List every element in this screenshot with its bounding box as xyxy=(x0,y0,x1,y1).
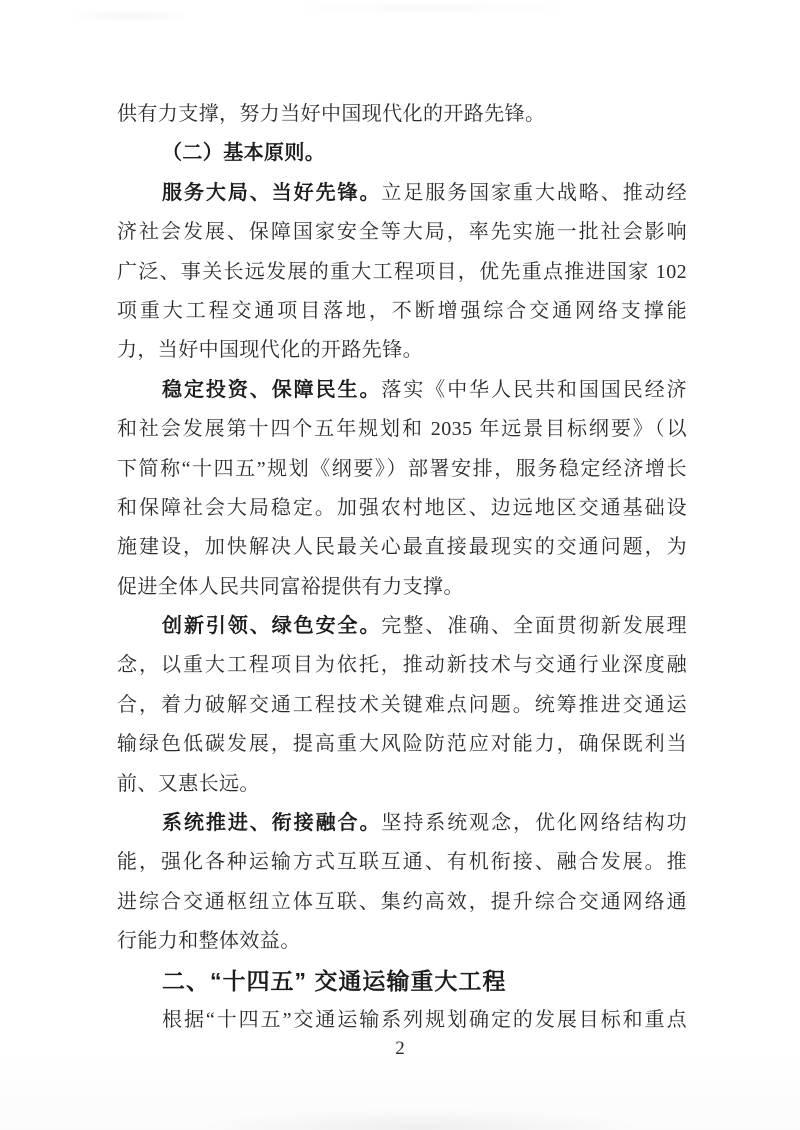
text-line xyxy=(117,174,687,213)
text-run: 根据“十四五”交通运输系列规划确定的发展目标和重点 xyxy=(162,1008,687,1031)
text-line xyxy=(117,450,687,489)
text-run: 行能力和整体效益。 xyxy=(117,930,301,953)
text-run: 完整、准确、全面贯彻新发展理 xyxy=(381,615,687,638)
text-line xyxy=(117,95,687,134)
text-run: 立足服务国家重大战略、推动经 xyxy=(381,181,687,204)
text-run: 合，着力破解交通工程技术关键难点问题。统筹推进交通运 xyxy=(117,693,687,716)
text-line xyxy=(117,686,687,725)
text-line xyxy=(117,804,687,843)
text-run: 力，当好中国现代化的开路先锋。 xyxy=(117,339,423,362)
text-run: 能，强化各种运输方式互联互通、有机衔接、融合发展。推 xyxy=(117,851,687,874)
text-run: 项重大工程交通项目落地，不断增强综合交通网络支撑能 xyxy=(117,299,687,322)
text-run: 供有力支撑，努力当好中国现代化的开路先锋。 xyxy=(117,103,546,125)
text-line xyxy=(117,765,687,804)
text-line xyxy=(117,646,687,685)
text-line xyxy=(117,1001,687,1040)
text-run: 前、又惠长远。 xyxy=(117,772,260,795)
text-line xyxy=(117,134,687,173)
text-run: 施建设，加快解决人民最关心最直接最现实的交通问题，为 xyxy=(117,536,687,559)
bold-lead-run: 服务大局、当好先锋。 xyxy=(162,181,382,204)
text-line xyxy=(117,725,687,764)
text-run: 广泛、事关长远发展的重大工程项目，优先重点推进国家 102 xyxy=(117,260,687,283)
page-footer xyxy=(0,1038,800,1068)
text-run: 念，以重大工程项目为依托，推动新技术与交通行业深度融 xyxy=(117,654,687,677)
bold-lead-run: （二）基本原则。 xyxy=(162,142,326,165)
bold-lead-run: 创新引领、绿色安全。 xyxy=(162,615,382,638)
text-line xyxy=(117,292,687,331)
document-body xyxy=(117,95,687,1040)
text-line xyxy=(117,568,687,607)
bold-lead-run: 系统推进、衔接融合。 xyxy=(162,812,382,835)
text-line xyxy=(117,843,687,882)
text-run: 促进全体人民共同富裕提供有力支撑。 xyxy=(117,575,464,598)
text-line xyxy=(117,489,687,528)
text-run: 输绿色低碳发展，提高重大风险防范应对能力，确保既利当 xyxy=(117,733,687,756)
bold-lead-run: 稳定投资、保障民生。 xyxy=(162,378,382,401)
text-line xyxy=(117,883,687,922)
text-line xyxy=(117,371,687,410)
text-run: 坚持系统观念，优化网络结构功 xyxy=(381,812,687,835)
text-run: 落实《中华人民共和国国民经济 xyxy=(381,378,687,401)
text-line xyxy=(117,331,687,370)
text-run: 和保障社会大局稳定。加强农村地区、边远地区交通基础设 xyxy=(117,496,687,519)
text-line xyxy=(117,607,687,646)
text-line xyxy=(117,410,687,449)
text-run: 济社会发展、保障国家安全等大局，率先实施一批社会影响 xyxy=(117,221,687,244)
page-number: 2 xyxy=(395,1038,405,1059)
text-run: 和社会发展第十四个五年规划和 2035 年远景目标纲要》（以 xyxy=(117,418,687,441)
bold-lead-run: 二、“十四五” 交通运输重大工程 xyxy=(162,967,507,994)
section-heading xyxy=(117,962,687,1001)
text-run: 下简称“十四五”规划《纲要》）部署安排，服务稳定经济增长 xyxy=(117,457,687,480)
text-line xyxy=(117,213,687,252)
text-run: 进综合交通枢纽立体互联、集约高效，提升综合交通网络通 xyxy=(117,890,687,913)
text-line xyxy=(117,528,687,567)
text-line xyxy=(117,922,687,961)
text-line xyxy=(117,253,687,292)
